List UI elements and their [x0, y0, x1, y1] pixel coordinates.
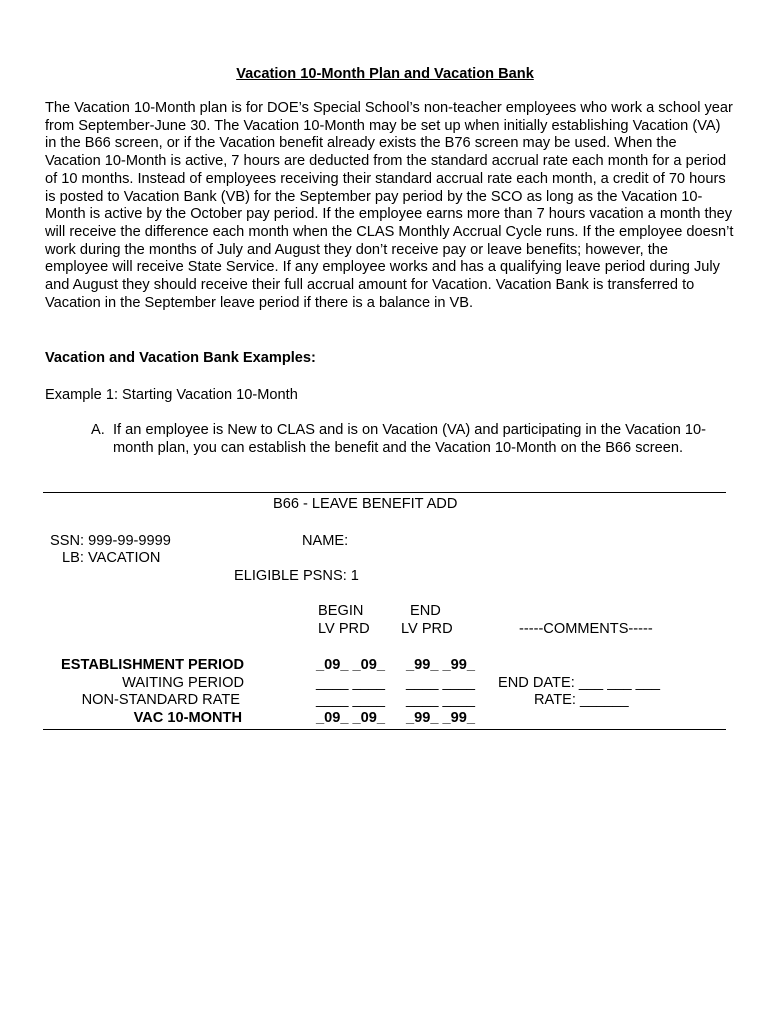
screen-title: B66 - LEAVE BENEFIT ADD — [273, 496, 458, 512]
examples-heading: Vacation and Vacation Bank Examples: — [45, 350, 316, 366]
row-comment-rate: RATE: ______ — [534, 692, 629, 708]
row-end-establishment: _99_ _99_ — [406, 657, 475, 673]
end-header: END — [410, 603, 441, 619]
lb-field: LB: VACATION — [62, 550, 161, 566]
begin-header: BEGIN — [318, 603, 364, 619]
row-end-waiting: ____ ____ — [406, 675, 475, 691]
end-lv-prd-header: LV PRD — [401, 621, 453, 637]
ssn-field: SSN: 999-99-9999 — [50, 533, 171, 549]
name-label: NAME: — [302, 533, 349, 549]
row-comment-end-date: END DATE: ___ ___ ___ — [498, 675, 660, 691]
eligible-psns: ELIGIBLE PSNS: 1 — [234, 568, 359, 584]
row-begin-waiting: ____ ____ — [316, 675, 385, 691]
comments-header: -----COMMENTS----- — [519, 621, 653, 637]
row-label-establishment: ESTABLISHMENT PERIOD — [61, 657, 244, 673]
row-begin-vac-10-month: _09_ _09_ — [316, 710, 385, 726]
row-end-vac-10-month: _99_ _99_ — [406, 710, 475, 726]
screen-bottom-rule — [43, 729, 726, 730]
row-label-waiting: WAITING PERIOD — [122, 675, 244, 691]
row-end-non-standard: ____ ____ — [406, 692, 475, 708]
row-begin-non-standard: ____ ____ — [316, 692, 385, 708]
screen-top-rule — [43, 492, 726, 493]
document-title: Vacation 10-Month Plan and Vacation Bank — [236, 66, 534, 82]
row-begin-establishment: _09_ _09_ — [316, 657, 385, 673]
row-label-non-standard-rate: NON-STANDARD RATE — [81, 692, 240, 708]
row-label-vac-10-month: VAC 10-MONTH — [133, 710, 242, 726]
list-item-text: If an employee is New to CLAS and is on Vacation (VA) and participating in the Vacation 10-month plan, you can establish the benefit and the Vacation 10-Month on the B66 screen. — [113, 422, 706, 456]
example-1-label: Example 1: Starting Vacation 10-Month — [45, 387, 298, 403]
begin-lv-prd-header: LV PRD — [318, 621, 370, 637]
intro-paragraph: The Vacation 10-Month plan is for DOE’s Special School’s non-teacher employees who work a school year from September-June 30. The Vacation 10-Month may be set up when initially establishing Vacation (VA) in the B66 screen, or if the Vacation benefit already exists the B76 screen may be used. When the Vacation 10-Month is active, 7 hours are deducted from the standard accrual rate each month for a period of 10 months. Instead of employees receiving their standard accrual rate each month, a credit of 70 hours is posted to Vacation Bank (VB) for the September pay period by the SCO as long as the Vacation 10-Month is active by the October pay period. If the employee earns more than 7 hours vacation a month they will receive the difference each month when the CLAS Monthly Accrual Cycle runs. If the employee doesn’t work during the months of July and August they don’t receive pay or leave benefits; however, the employee will receive State Service. If any employee works and has a qualifying leave period during July and August they should receive their full accrual amount for Vacation. Vacation Bank is transferred to Vacation in the September leave period if there is a balance in VB. — [45, 100, 734, 311]
list-item-marker: A. — [91, 422, 105, 438]
